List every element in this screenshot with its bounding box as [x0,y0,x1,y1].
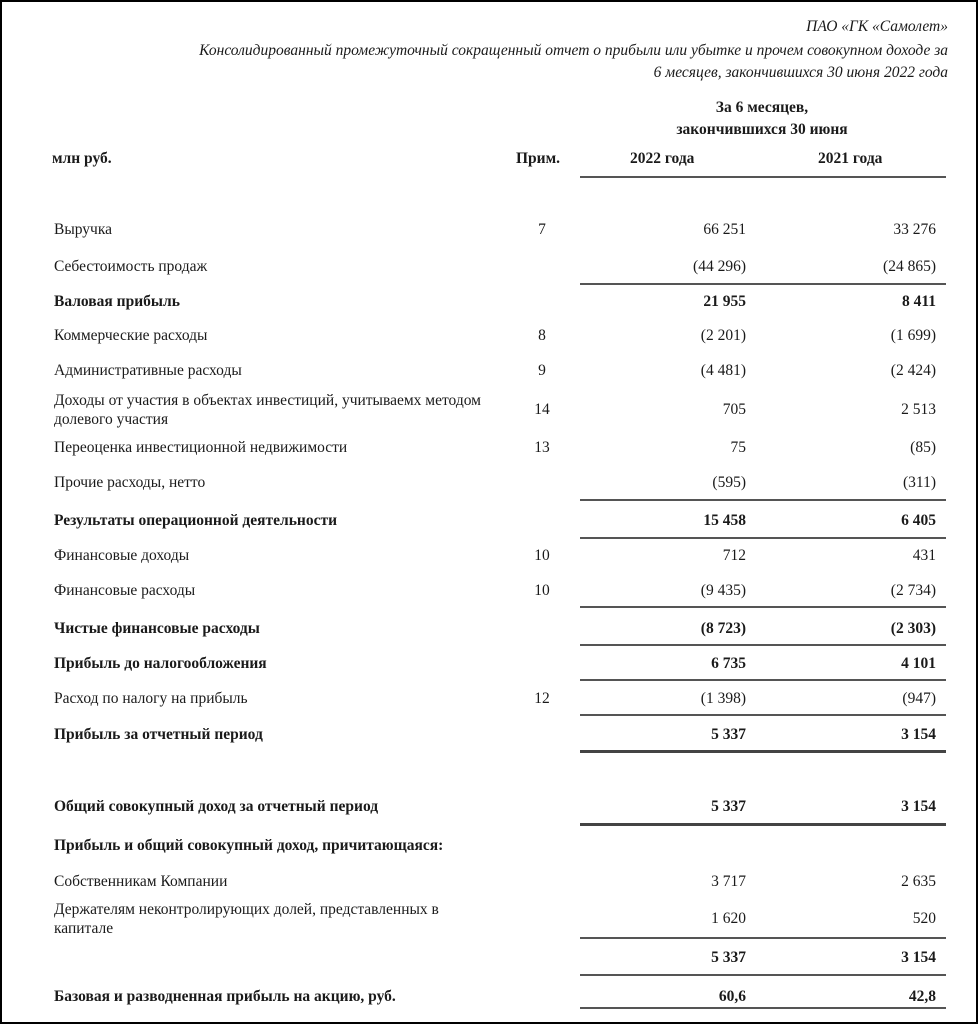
value-2022: 15 458 [703,512,746,529]
value-2021: 520 [912,910,936,927]
row-label: Результаты операционной деятельности [54,512,338,529]
value-2022: 1 620 [711,910,746,927]
header-rule [580,176,946,178]
row-label: Себестоимость продаж [54,258,208,275]
value-2021: 4 101 [901,655,936,672]
value-2021: 3 154 [901,798,936,815]
row-label: Прочие расходы, нетто [54,474,206,491]
value-2021: 8 411 [901,293,936,310]
row-label: Прибыль до налогообложения [54,655,267,672]
row-label: Держателям неконтролирующих долей, представленных в капитале [54,901,439,937]
row-label: Собственникам Компании [54,873,228,890]
value-2022: 60,6 [718,988,746,1005]
value-2021: 431 [912,547,936,564]
value-2022: 75 [730,439,746,456]
rule [580,644,946,646]
row-note: 8 [538,327,546,344]
value-2021: 3 154 [901,949,936,966]
row-label: Базовая и разводненная прибыль на акцию, руб. [54,988,396,1005]
rule [580,283,946,285]
value-2021: (24 865) [883,258,936,275]
row-note: 7 [538,221,546,238]
period-line2: закончившихся 30 июня [676,121,848,138]
rule [580,974,946,976]
value-2022: 66 251 [703,221,746,238]
value-2021: (2 424) [890,362,936,379]
value-2022: (2 201) [700,327,746,344]
value-2022: 5 337 [711,798,746,815]
rule [580,606,946,608]
rule [580,937,946,939]
row-label: Прибыль за отчетный период [54,726,263,743]
rule [580,537,946,539]
row-label: Выручка [54,221,113,238]
rule [580,499,946,501]
note-header: Прим. [516,150,561,167]
value-2022: 5 337 [711,726,746,743]
value-2022: (44 296) [693,258,746,275]
value-2021: 2 513 [901,401,936,418]
company-name: ПАО «ГК «Самолет» [806,18,948,35]
value-2022: (9 435) [700,582,746,599]
units-header: млн руб. [52,150,112,167]
value-2022: 5 337 [711,949,746,966]
row-label: Доходы от участия в объектах инвестиций, учитываемх методом долевого участия [54,392,481,428]
value-2021: (947) [902,690,936,707]
row-label: Валовая прибыль [54,293,180,310]
value-2021: (311) [903,474,936,491]
value-2021: (85) [910,439,936,456]
year-2022-header: 2022 года [630,150,695,167]
row-label: Общий совокупный доход за отчетный период [54,798,379,815]
period-header [602,97,922,141]
value-2022: (4 481) [700,362,746,379]
row-note: 10 [534,547,550,564]
row-label: Расход по налогу на прибыль [54,690,248,707]
row-note: 13 [534,439,550,456]
value-2022: (595) [712,474,746,491]
rule [580,714,946,716]
value-2021: 33 276 [893,221,936,238]
rule [580,679,946,681]
row-label: Финансовые доходы [54,547,190,564]
value-2021: 3 154 [901,726,936,743]
value-2022: (1 398) [700,690,746,707]
value-2021: 42,8 [908,988,936,1005]
value-2021: 6 405 [901,512,936,529]
report-title-line1: Консолидированный промежуточный сокращенный отчет о прибыли или убытке и прочем совокупном доходе за [199,42,948,59]
value-2021: (1 699) [890,327,936,344]
row-label: Прибыль и общий совокупный доход, причитающаяся: [54,837,444,854]
row-label: Чистые финансовые расходы [54,620,260,637]
total-rule [580,750,946,753]
value-2022: 705 [722,401,746,418]
value-2022: 712 [722,547,746,564]
row-label: Административные расходы [54,362,242,379]
row-label: Коммерческие расходы [54,327,208,344]
value-2022: 3 717 [711,873,746,890]
total-rule [580,823,946,826]
row-label: Финансовые расходы [54,582,196,599]
period-line1: За 6 месяцев, [715,99,809,116]
report-title-line2: 6 месяцев, закончившихся 30 июня 2022 года [653,64,948,81]
value-2022: (8 723) [700,620,746,637]
value-2021: (2 303) [890,620,936,637]
value-2021: (2 734) [890,582,936,599]
row-note: 12 [534,690,550,707]
value-2021: 2 635 [901,873,936,890]
rule [580,1007,946,1009]
value-2022: 6 735 [711,655,746,672]
value-2022: 21 955 [703,293,746,310]
row-note: 9 [538,362,546,379]
row-note: 10 [534,582,550,599]
row-note: 14 [534,401,550,418]
row-label: Переоценка инвестиционной недвижимости [54,439,348,456]
year-2021-header: 2021 года [818,150,883,167]
